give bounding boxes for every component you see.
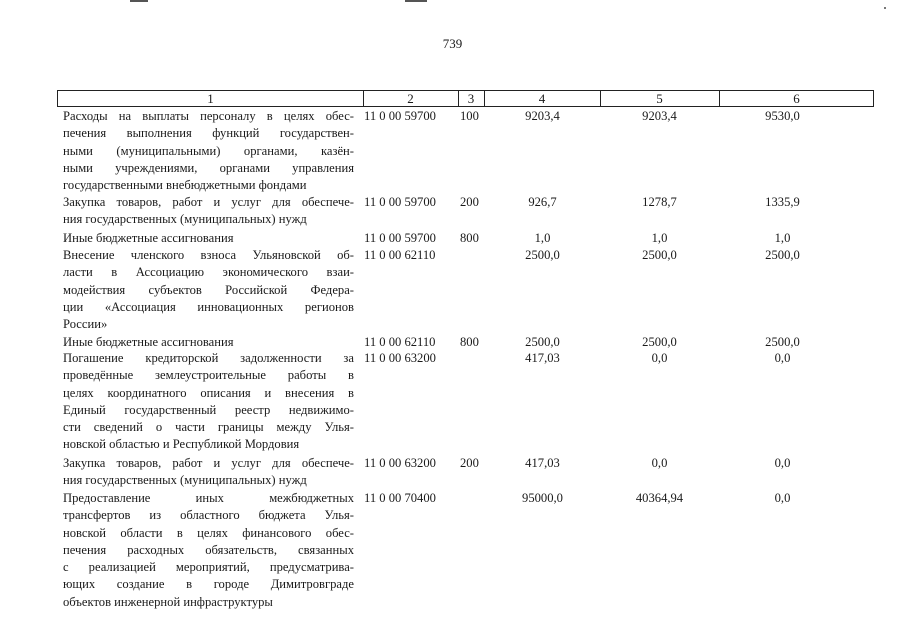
row-description: [63, 490, 354, 611]
description-line: Закупка товаров, работ и услуг для обеспече-: [63, 456, 354, 470]
description-line: России»: [63, 317, 108, 332]
row-value-5: 2500,0: [642, 335, 677, 349]
description-line: ющих создание в городе Димитровграде: [63, 577, 354, 592]
row-value-5: 1,0: [651, 231, 668, 245]
description-line: государственными внебюджетными фондами: [63, 178, 307, 193]
scan-mark-corner: [884, 7, 886, 9]
header-col-2: 2: [407, 91, 414, 106]
header-col-5: 5: [656, 91, 663, 106]
row-value-4: 9203,4: [525, 109, 560, 123]
row-value-4: 1,0: [534, 231, 551, 245]
scan-mark-top-2: [405, 0, 427, 2]
row-description: [63, 230, 354, 247]
row-value-4: 2500,0: [525, 248, 560, 262]
row-value-6: 2500,0: [765, 335, 800, 349]
description-line: ния государственных (муниципальных) нужд: [63, 473, 307, 488]
row-code: 11 0 00 59700: [364, 109, 436, 123]
header-col-1: 1: [207, 91, 214, 106]
row-value-4: 2500,0: [525, 335, 560, 349]
description-line: ными учреждениями, органами управления: [63, 160, 354, 175]
row-value-5: 2500,0: [642, 248, 677, 262]
description-line: печения расходных обязательств, связанных: [63, 542, 354, 557]
description-line: ции «Ассоциация инновационных регионов: [63, 299, 354, 314]
description-line: целях координатного описания и внесения в: [63, 385, 354, 400]
description-line: сти сведений о части границы между Улья-: [63, 420, 354, 435]
row-description: [63, 108, 354, 194]
description-line: Предоставление иных межбюджетных: [63, 491, 354, 505]
row-value-5: 0,0: [651, 456, 668, 470]
table-header: [57, 90, 874, 107]
row-code: 11 0 00 59700: [364, 195, 436, 209]
scan-mark-top-1: [130, 0, 148, 2]
description-line: Иные бюджетные ассигнования: [63, 231, 234, 245]
row-code: 11 0 00 62110: [364, 248, 436, 262]
row-value-6: 2500,0: [765, 248, 800, 262]
row-code: 11 0 00 70400: [364, 491, 436, 505]
description-line: новской области в целях финансового обес-: [63, 525, 354, 540]
row-type: 100: [460, 109, 479, 123]
row-value-6: 0,0: [774, 351, 791, 365]
row-value-5: 0,0: [651, 351, 668, 365]
description-line: Иные бюджетные ассигнования: [63, 335, 234, 349]
row-type: 200: [460, 456, 479, 470]
header-col-6: 6: [793, 91, 800, 106]
description-line: Закупка товаров, работ и услуг для обеспече-: [63, 195, 354, 209]
row-description: [63, 247, 354, 333]
row-type: 800: [460, 335, 479, 349]
row-description: [63, 194, 354, 229]
row-code: 11 0 00 59700: [364, 231, 436, 245]
description-line: Расходы на выплаты персоналу в целях обес-: [63, 109, 354, 123]
row-value-6: 9530,0: [765, 109, 800, 123]
description-line: ласти в Ассоциацию экономического взаи-: [63, 265, 354, 280]
row-value-6: 0,0: [774, 456, 791, 470]
row-value-6: 0,0: [774, 491, 791, 505]
row-value-4: 95000,0: [522, 491, 563, 505]
row-value-5: 40364,94: [635, 491, 684, 505]
description-line: Внесение членского взноса Ульяновской об-: [63, 248, 354, 262]
row-description: [63, 334, 354, 351]
row-value-6: 1,0: [774, 231, 791, 245]
description-line: проведённые землеустроительные работы в: [63, 368, 354, 383]
description-line: печения выполнения функций государствен-: [63, 126, 354, 141]
row-description: [63, 350, 354, 454]
row-type: 200: [460, 195, 479, 209]
description-line: Погашение кредиторской задолженности за: [63, 351, 354, 365]
description-line: модействия субъектов Российской Федера-: [63, 282, 354, 297]
row-value-4: 417,03: [525, 351, 560, 365]
row-value-5: 1278,7: [642, 195, 677, 209]
row-value-5: 9203,4: [642, 109, 677, 123]
row-code: 11 0 00 63200: [364, 456, 436, 470]
row-description: [63, 455, 354, 490]
row-value-4: 926,7: [528, 195, 557, 209]
description-line: с реализацией мероприятий, предусматрива-: [63, 560, 354, 575]
row-type: 800: [460, 231, 479, 245]
description-line: трансфертов из областного бюджета Улья-: [63, 508, 354, 523]
header-col-3: 3: [467, 91, 475, 106]
page-number: 739: [442, 36, 463, 51]
description-line: ния государственных (муниципальных) нужд: [63, 212, 307, 227]
row-value-4: 417,03: [525, 456, 560, 470]
row-code: 11 0 00 63200: [364, 351, 436, 365]
description-line: новской областью и Республикой Мордовия: [63, 437, 300, 452]
description-line: Единый государственный реестр недвижимо-: [63, 402, 354, 417]
header-col-4: 4: [538, 91, 546, 106]
description-line: ными (муниципальными) органами, казён-: [63, 143, 354, 158]
description-line: объектов инженерной инфраструктуры: [63, 594, 273, 609]
row-code: 11 0 00 62110: [364, 335, 436, 349]
row-value-6: 1335,9: [765, 195, 800, 209]
